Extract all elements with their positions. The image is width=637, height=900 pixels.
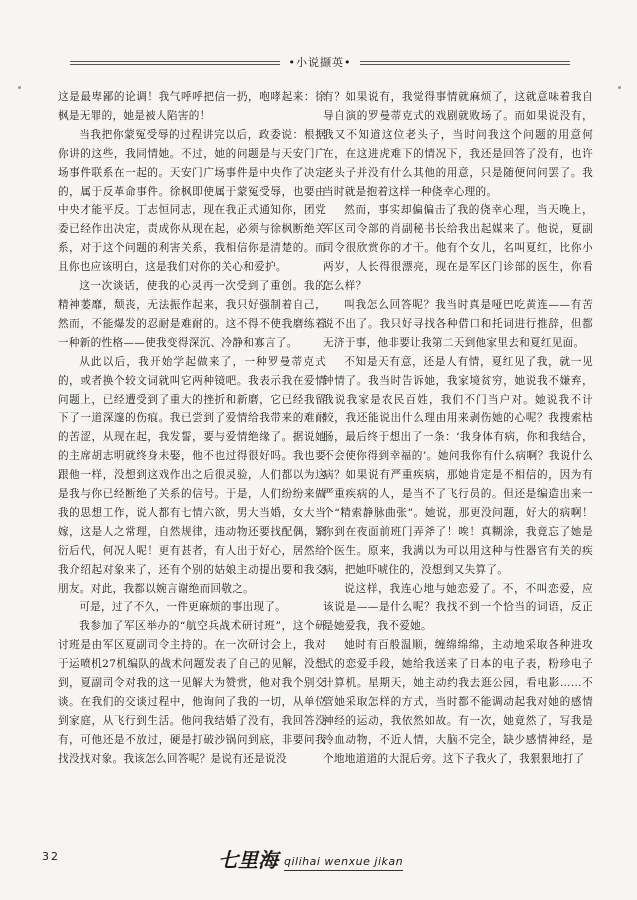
paragraph: 可是，过了不久，一件更麻烦的事出现了。 — [79, 601, 287, 614]
paragraph: 我参加了军区举办的“航空兵战术研讨班”，这个研讨班是由军区夏副司令主持的。在一次研讨会上，我对于运喷机27机编队的战术问题发表了自己的见解，没想到，夏副司令对我的这一见解大为赞赏，他对我个别交谈。在我们的交谈过程中，他询问了我的一切，从单位到家庭，从飞行到生活。他问我结婚了没有，我回答没有，可他还是不放过，硬是打破沙锅问到底，非要问我找没找对象。我该怎么回答呢？是说有还是说没 — [58, 620, 326, 765]
magazine-logo — [218, 845, 403, 871]
section-tag: •小说撷英• — [280, 55, 360, 71]
magazine-pinyin: qilihai wenxue jikan — [284, 855, 403, 871]
paragraph: 然而，事实却偏偏击了我的侥幸心理，当天晚上，军区司令部的肖副秘书长给我出起媒来了。他说，夏副司令很欣赏你的才干。他有个女儿，名叫夏红，比你小两岁，人长得很漂亮，现在是军区门诊部的医生，你看怎么样？ — [323, 204, 593, 293]
scan-dot — [18, 86, 21, 89]
paragraph: 当我把你蒙冤受辱的过程讲完以后，政委说：根据你讲的这些，我同情她。不过，她的问题是与天安门广场事件联系在一起的。天安门广场事件是中央作了决定的，属于反革命事件。徐枫即使属于蒙冤受辱，也要由中央才能平反。丁志恒同志，现在我正式通知你，团党委已经作出决定，责成你从现在起，必须与徐枫断绝关系，对于这个问题的利害关系，我相信你是清楚的。而且你也应该明白，这是我们对你的关心和爱护。 — [58, 128, 326, 274]
paragraph: 这是最卑鄙的论调！我气呼呼把信一扔，咆哮起来：徐枫是无罪的，她是被人陷害的！ — [58, 91, 326, 122]
paragraph: 从此以后，我开始学起做来了，一种罗曼蒂克式的，或者换个较文词就叫它两种镜吧。我表示我在爱情问题上，已经遭受到了重大的挫折和新磨，它已经我留下了一道深邃的伤痕。我已尝到了爱情给我带来的难耐的苦涩，从现在起，我发誓，要与爱情绝缘了。据说她的主席胡志明就终身未娶，他不也过得很好吗。我也要跟他一样，没想到这戏作出之后很灵验，人们都以为这是我与你已经断绝了关系的信号。于是，人们纷纷来做我的思想工作，说人都有七情六欲，男大当婚，女大当嫁，这是人之常理，自然规律，违动物还要找配偶，繁衍后代，何况人呢！更有甚者，有人出于好心，居然给我介绍起对象来了，还有个别的姑娘主动提出要和我交朋友。对此，我都以婉言谢绝而回敬之。 — [58, 355, 326, 595]
scan-dot — [618, 86, 621, 89]
left-column — [58, 88, 326, 868]
paragraph: 叫我怎么回答呢？我当时真是哑巴吃黄连——有苦说不出了。我只好寻找各种借口和托词进行推辞，但都无济于事，他非要让我第二天到他家里去和夏红见面。 — [323, 298, 593, 349]
right-column — [323, 88, 593, 868]
paragraph: 不知是天有意，还是人有情，夏红见了我，就一见钟情了。我当时告诉她，我家境贫穷，她说我不嫌弃，我说我家是农民百姓，我们不门当户对。她说我不计较，我还能说出什么理由用来剥伤她的心呢？我搜索枯肠，最后终于想出了一条：‘我身体有病，你和我结合，不会使你得到幸福的’。她问我你有什么病啊？我说什么病？如果说有严重疾病，那她肯定是不相信的，因为有严重疾病的人，是当不了飞行员的。但还是编造出来一个“精索静脉曲张”。她说，那更没问题，好大的病啊！你到在夜面前班门弄斧了！唉！真糊涂，我竟忘了她是个医生。原来，我满以为可以用这种与性器官有关的疾病，把她吓唬住的，没想到又失算了。 — [323, 355, 593, 576]
paragraph: 她时有百般温顺，缠绵绵绵，主动地采取各种进攻式的恋爱手段，她给我送来了日本的电子表，粉珍电子计算机。星期天，她主动约我去逛公园，看电影……不管她采取怎样的方式，当时都不能调动起我对她的感情神经的运动，我依然如故。有一次，她竟然了，写我是冷血动物，不近人情，大脑不完全，缺少感情神经，是个地地道道的大混后旁。这下子我火了，我狠狠地打了 — [323, 639, 593, 765]
paragraph: 这一次谈话，使我的心灵再一次受到了重创。我的精神萎靡，颓丧，无法振作起来，我只好强制着自己，然而，不能爆发的忍耐是难耐的。这不得不使我磨练着一种新的性格——使我变得深沉、冷静和寡言了。 — [58, 280, 326, 349]
paragraph: 说这样，我连心地与她恋爱了。不，不叫恋爱，应该说是——是什么呢？我找不到一个恰当的词语，反正是她爱我，我不爱她。 — [323, 582, 593, 633]
paragraph: 有？如果说有，我觉得事情就麻烦了，这就意味着我自导自演的罗曼蒂克式的戏剧就败场了。而如果说没有，我又不知道这位老头子，当时问我这个问题的用意何在，在这进虎难下的情况下，我还是回答了没有，也许老头子并没有什么其他的用意，只是随便问问罢了。我当时就是抱着这样一种侥幸心理的。 — [323, 91, 593, 198]
magazine-name: 七里海 — [218, 848, 278, 872]
page-number: 32 — [42, 850, 60, 863]
